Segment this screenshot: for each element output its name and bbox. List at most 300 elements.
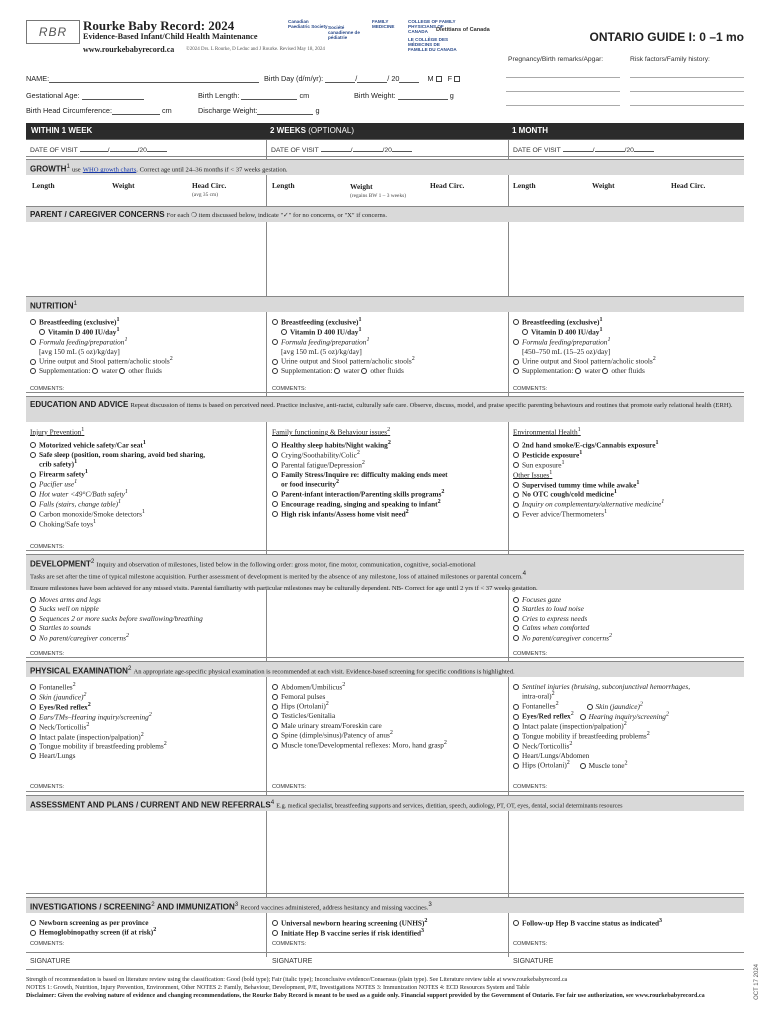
signature-m1[interactable]: SIGNATURE (513, 958, 554, 965)
exam-label: Skin (jaundice) (595, 701, 640, 711)
checkbox-circle[interactable] (272, 501, 278, 507)
checkbox-circle[interactable] (334, 368, 340, 374)
education-desc: Repeat discussion of items is based on perceived need. Practice inclusive, anti-racist, culturally safe care. Observe, discuss, model, and praise specific parenting behaviours and routines that promote early relational health (ERH). (130, 402, 733, 409)
checkbox-circle[interactable] (39, 329, 45, 335)
checkbox-circle[interactable] (602, 368, 608, 374)
birth-weight-field[interactable] (354, 91, 454, 100)
milestone-item[interactable] (513, 604, 612, 613)
nutrition-item[interactable]: Breastfeeding (exclusive)$^1$ (272, 317, 415, 327)
checkbox-circle[interactable] (272, 684, 278, 690)
exam-item[interactable]: Spine (dimple/sinus)/Patency of anus$^2$ (272, 730, 447, 740)
checkbox-circle[interactable] (513, 452, 519, 458)
checkbox-circle[interactable] (513, 625, 519, 631)
education-item[interactable]: Pacifier use$^1$ (30, 479, 205, 489)
education-w2 (272, 427, 448, 519)
comments-label: COMMENTS: (30, 544, 65, 550)
visit-date-month[interactable] (107, 145, 138, 154)
visit-date-month[interactable] (592, 145, 625, 154)
nutrition-w2 (272, 317, 415, 376)
investigation-item[interactable]: Follow-up Hep B vaccine status as indicated$^3$ (513, 918, 662, 928)
nutrition-item[interactable]: Formula feeding/preparation$^1$ (272, 337, 415, 347)
comments-label: COMMENTS: (513, 784, 548, 790)
form-subtitle: Evidence-Based Infant/Child Health Maintenance (83, 32, 258, 41)
nutrition-item[interactable]: Breastfeeding (exclusive)$^1$ (513, 317, 656, 327)
milestone-item[interactable]: No parent/caregiver concerns$^2$ (513, 633, 612, 643)
exam-item[interactable]: Intact palate (inspection/palpation)$^2$ (30, 732, 167, 742)
visit-date-sep: / (592, 147, 595, 154)
investigation-item[interactable] (30, 918, 156, 927)
exam-item[interactable]: Muscle tone/Developmental reflexes: Moro, hand grasp$^2$ (272, 740, 447, 750)
checkbox-circle[interactable] (272, 319, 278, 325)
sex-f-checkbox[interactable] (454, 76, 460, 82)
checkbox-circle[interactable] (30, 501, 36, 507)
visit-date-day[interactable] (563, 145, 593, 152)
nutrition-item[interactable]: Urine output and Stool pattern/acholic stools$^2$ (272, 356, 415, 366)
checkbox-circle[interactable] (272, 930, 278, 936)
checkbox-circle[interactable] (30, 920, 36, 926)
name-field[interactable] (26, 74, 259, 83)
checkbox-circle[interactable] (30, 684, 36, 690)
checkbox-circle[interactable] (30, 319, 36, 325)
checkbox-circle[interactable] (30, 521, 36, 527)
birthday-day[interactable] (325, 74, 358, 83)
checkbox-circle[interactable] (30, 339, 36, 345)
assessment-section-header (26, 795, 744, 811)
checkbox-circle[interactable] (361, 368, 367, 374)
who-growth-charts-link[interactable]: WHO growth charts (82, 166, 137, 174)
education-item[interactable]: Choking/Safe toys$^1$ (30, 519, 205, 529)
visit-date-year[interactable] (392, 145, 412, 152)
supplementation-label: Supplementation: (39, 366, 91, 376)
nutrition-item[interactable] (513, 366, 656, 375)
visit-date-day[interactable] (321, 145, 351, 152)
checkbox-circle[interactable] (513, 635, 519, 641)
investigation-label: Hemoglobinopathy screen (if at risk) (39, 927, 154, 937)
checkbox-circle[interactable] (30, 491, 36, 497)
footer-disclaimer: Disclaimer: Given the evolving nature of evidence and changing recommendations, the Rourke Baby Record is meant to be used as a guide only. Financial support provided by the Government of Ontario. For fair use authorization, see www.rourkebabyrecord.ca (26, 993, 705, 1000)
exam-label: Neck/Torticollis (39, 722, 87, 732)
head-circ-label-m1: Head Circ. (671, 181, 706, 190)
checkbox-circle[interactable] (30, 472, 36, 478)
exam-item[interactable] (272, 721, 447, 730)
checkbox-circle[interactable] (513, 442, 519, 448)
checkbox-circle[interactable] (272, 723, 278, 729)
development-desc-3: Ensure milestones have been achieved for any missed visits. Parental familiarity with particular milestones may be culturally dependent. NB- Correct for age until 2 yrs if < 37 weeks gestation. (30, 584, 538, 592)
sex-m-label: M (427, 74, 434, 83)
pregnancy-line[interactable] (506, 91, 620, 92)
nutrition-item[interactable]: Urine output and Stool pattern/acholic stools$^2$ (513, 356, 656, 366)
checkbox-circle[interactable] (272, 462, 278, 468)
checkbox-circle[interactable] (513, 743, 519, 749)
education-item[interactable]: Inquiry on complementary/alternative medicine$^1$ (513, 499, 664, 509)
birthday-year[interactable] (399, 75, 419, 83)
exam-label: Eyes/Red reflex (39, 702, 88, 712)
col-within-1-week: WITHIN 1 WEEK (31, 126, 93, 135)
development-desc-1: Inquiry and observation of milestones, listed below in the following order: gross motor, fine motor, communication, cognitive, social-emotional (96, 561, 476, 569)
education-item[interactable]: Encourage reading, singing and speaking to infant$^2$ (272, 499, 448, 509)
exam-label: Hips (Ortolani) (522, 760, 567, 770)
education-item-label: 2nd hand smoke/E-cigs/Cannabis exposure (522, 440, 656, 450)
exam-item[interactable]: Neck/Torticollis$^2$ (30, 722, 167, 732)
checkbox-circle[interactable] (30, 482, 36, 488)
checkbox-circle[interactable] (272, 694, 278, 700)
nutrition-item[interactable]: Urine output and Stool pattern/acholic stools$^2$ (30, 356, 173, 366)
supplementation-label: Supplementation: (522, 366, 574, 376)
exam-item[interactable] (272, 692, 447, 701)
nutrition-amount: [avg 150 mL (5 oz)/kg/day] (39, 346, 120, 356)
visit-date-day[interactable] (80, 145, 108, 152)
birth-length-line[interactable] (241, 92, 297, 100)
checkbox-circle[interactable] (272, 442, 278, 448)
checkbox-circle[interactable] (272, 733, 278, 739)
education-item[interactable]: Hot water <49°C/Bath safety$^1$ (30, 489, 205, 499)
signature-w1[interactable]: SIGNATURE (30, 958, 71, 965)
name-label: NAME: (26, 74, 50, 83)
checkbox-circle[interactable] (272, 339, 278, 345)
visit-date-year[interactable] (634, 145, 654, 152)
physical-w1 (30, 682, 167, 761)
checkbox-circle[interactable] (30, 625, 36, 631)
milestone-label: No parent/caregiver concerns (522, 633, 609, 643)
exam-item[interactable]: Intact palate (inspection/palpation)$^2$ (513, 721, 690, 731)
checkbox-circle[interactable] (30, 616, 36, 622)
risk-line[interactable] (630, 105, 744, 106)
exam-label: Heart/Lungs/Abdomen (522, 750, 590, 760)
checkbox-circle[interactable] (281, 329, 287, 335)
water-label: water (101, 366, 118, 376)
milestone-label: Sequences 2 or more sucks before swallowing/breathing (39, 613, 203, 623)
education-item[interactable]: Parental fatigue/Depression$^2$ (272, 460, 448, 470)
checkbox-circle[interactable] (272, 472, 278, 478)
exam-label: Ears/TMs–Hearing inquiry/screening (39, 712, 149, 722)
checkbox-circle[interactable] (272, 511, 278, 517)
education-item[interactable] (30, 450, 205, 459)
birth-length-field[interactable] (198, 91, 309, 100)
milestone-item[interactable] (30, 604, 203, 613)
exam-label: Muscle tone (588, 760, 625, 770)
nutrition-item-label: Vitamin D 400 IU/day (290, 327, 359, 337)
checkbox-circle[interactable] (513, 339, 519, 345)
checkbox-circle[interactable] (513, 512, 519, 518)
checkbox-circle[interactable] (513, 684, 519, 690)
education-item[interactable]: Healthy sleep habits/Night waking$^2$ (272, 440, 448, 450)
checkbox-circle[interactable] (272, 704, 278, 710)
heading-text: Injury Prevention (30, 427, 82, 437)
checkbox-circle[interactable] (580, 714, 586, 720)
education-item[interactable]: No OTC cough/cold medicine$^1$ (513, 489, 664, 499)
education-item[interactable]: Firearm safety$^1$ (30, 469, 205, 479)
col-2-weeks-optional: (OPTIONAL) (308, 126, 355, 135)
other-fluids-label: other fluids (128, 366, 162, 376)
checkbox-circle[interactable] (522, 329, 528, 335)
checkbox-circle[interactable] (513, 606, 519, 612)
checkbox-circle[interactable] (513, 714, 519, 720)
exam-item[interactable]: Abdomen/Umbilicus$^2$ (272, 682, 447, 692)
nutrition-item-label: Breastfeeding (exclusive) (39, 317, 117, 327)
birthday-year-label: / 20 (387, 74, 400, 83)
checkbox-circle[interactable] (513, 597, 519, 603)
birth-weight-unit: g (449, 91, 454, 100)
visit-date-w2[interactable] (271, 145, 412, 156)
fm-logo (372, 20, 402, 30)
dietitians-logo (436, 28, 500, 34)
milestone-item[interactable] (513, 623, 612, 632)
exam-item[interactable]: Neck/Torticollis$^2$ (513, 741, 690, 751)
discharge-weight-field[interactable] (198, 106, 320, 115)
cfpc-label-fr: LE COLLÈGE DES MÉDECINS DE FAMILLE DU CANADA (408, 37, 457, 52)
education-item-label: Parent-infant interaction/Parenting skills programs (281, 489, 442, 499)
website-link[interactable]: www.rourkebabyrecord.ca (83, 45, 175, 54)
checkbox-circle[interactable] (30, 930, 36, 936)
growth-desc: . Correct age until 24–36 months if < 37 weeks gestation. (136, 166, 288, 174)
investigation-item[interactable]: Hemoglobinopathy screen (if at risk)$^2$ (30, 927, 156, 937)
physical-title: PHYSICAL EXAMINATION (30, 666, 128, 676)
checkbox-circle[interactable] (513, 753, 519, 759)
investigations-header-text: INVESTIGATIONS / SCREENING$^2$ AND IMMUNIZATION$^3$ Record vaccines administered, address hesitancy and missing vaccines.$^3$ (30, 901, 432, 912)
gest-age-line[interactable] (82, 92, 144, 100)
discharge-weight-label: Discharge Weight: (198, 106, 258, 115)
checkbox-circle[interactable] (580, 763, 586, 769)
comments-label: COMMENTS: (513, 386, 548, 392)
col-1-month: 1 MONTH (512, 126, 548, 135)
education-m1 (513, 427, 664, 519)
head-circ-line[interactable] (112, 107, 160, 115)
head-circ-label: Birth Head Circumference: (26, 106, 112, 115)
nutrition-item-label: Formula feeding/preparation (39, 337, 125, 347)
checkbox-circle[interactable] (513, 492, 519, 498)
education-item[interactable]: Supervised tummy time while awake$^1$ (513, 480, 664, 490)
exam-item[interactable]: Tongue mobility if breastfeeding problems$^2$ (30, 741, 167, 751)
investigation-label: Initiate Hep B vaccine series if risk identified (281, 928, 422, 938)
education-item-label: Hot water <49°C/Bath safety (39, 489, 125, 499)
checkbox-circle[interactable] (513, 616, 519, 622)
pregnancy-line[interactable] (506, 105, 620, 106)
checkbox-circle[interactable] (30, 694, 36, 700)
exam-item[interactable]: Tongue mobility if breastfeeding problems$^2$ (513, 731, 690, 741)
visit-date-year[interactable] (147, 145, 167, 152)
checkbox-circle[interactable] (513, 704, 519, 710)
milestone-label: Sucks well on nipple (39, 604, 99, 614)
education-item[interactable]: Falls (stairs, change table)$^1$ (30, 499, 205, 509)
checkbox-circle[interactable] (30, 359, 36, 365)
risk-line[interactable] (630, 77, 744, 78)
checkbox-circle[interactable] (513, 482, 519, 488)
dietitians-label: Dietitians of Canada (436, 27, 490, 33)
nutrition-item[interactable]: Vitamin D 400 IU/day$^1$ (513, 327, 656, 337)
education-item[interactable]: Sun exposure$^1$ (513, 460, 664, 470)
history-box (506, 56, 744, 118)
education-section-header (26, 396, 744, 422)
education-item[interactable]: Crying/Soothability/Colic$^2$ (272, 450, 448, 460)
visit-date-month[interactable] (350, 145, 383, 154)
education-item-label: Family Stress/Inquire re: difficulty making ends meet (281, 469, 448, 479)
nutrition-item[interactable]: Formula feeding/preparation$^1$ (513, 337, 656, 347)
cps-logo-fr (328, 26, 364, 40)
comments-label: COMMENTS: (30, 651, 65, 657)
education-item[interactable]: Pesticide exposure$^1$ (513, 450, 664, 460)
nutrition-item[interactable] (30, 366, 173, 375)
checkbox-circle[interactable] (513, 502, 519, 508)
checkbox-circle[interactable] (30, 597, 36, 603)
investigation-item[interactable]: Initiate Hep B vaccine series if risk identified$^3$ (272, 928, 427, 938)
education-item-label: Pesticide exposure (522, 450, 580, 460)
milestone-label: Cries to express needs (522, 613, 588, 623)
education-item[interactable]: Carbon monoxide/Smoke detectors$^1$ (30, 509, 205, 519)
exam-item[interactable]: Eyes/Red reflex$^2$ Hearing inquiry/screening$^2$ (513, 711, 690, 721)
checkbox-circle[interactable] (30, 511, 36, 517)
exam-item[interactable] (513, 682, 690, 691)
checkbox-circle[interactable] (272, 452, 278, 458)
milestone-item[interactable] (30, 614, 203, 623)
education-item-label: No OTC cough/cold medicine (522, 489, 614, 499)
growth-use: use (71, 166, 81, 174)
checkbox-circle[interactable] (119, 368, 125, 374)
signature-divider (26, 952, 744, 953)
checkbox-circle[interactable] (575, 368, 581, 374)
injury-prevention-heading: Injury Prevention$^1$ (30, 427, 85, 437)
milestone-item[interactable] (513, 595, 612, 604)
visit-date-m1[interactable] (513, 145, 654, 156)
head-circ-field[interactable] (26, 106, 172, 115)
nutrition-item-label: Breastfeeding (exclusive) (522, 317, 600, 327)
row-divider (26, 550, 744, 551)
investigation-label: Universal newborn hearing screening (UNHS) (281, 918, 425, 928)
nutrition-item[interactable]: Vitamin D 400 IU/day$^1$ (30, 327, 173, 337)
checkbox-circle[interactable] (513, 734, 519, 740)
education-item[interactable]: Fever advice/Thermometers$^1$ (513, 509, 664, 519)
checkbox-circle[interactable] (513, 920, 519, 926)
checkbox-circle[interactable] (272, 368, 278, 374)
checkbox-circle[interactable] (30, 606, 36, 612)
birthday-month[interactable] (357, 75, 387, 83)
checkbox-circle[interactable] (30, 724, 36, 730)
nutrition-item[interactable] (272, 366, 415, 375)
checkbox-circle[interactable] (513, 368, 519, 374)
risk-line[interactable] (630, 91, 744, 92)
pregnancy-line[interactable] (506, 77, 620, 78)
checkbox-circle[interactable] (92, 368, 98, 374)
checkbox-circle[interactable] (30, 635, 36, 641)
exam-item[interactable]: Fontanelles$^2$ (30, 682, 167, 692)
education-item[interactable]: High risk infants/Assess home visit need$^2$ (272, 509, 448, 519)
nutrition-item[interactable]: Formula feeding/preparation$^1$ (30, 337, 173, 347)
signature-w2[interactable]: SIGNATURE (272, 958, 313, 965)
checkbox-circle[interactable] (272, 920, 278, 926)
education-item[interactable]: Motorized vehicle safety/Car seat$^1$ (30, 440, 205, 450)
growth-header-text (30, 163, 288, 175)
row-divider (26, 791, 744, 792)
checkbox-circle[interactable] (272, 713, 278, 719)
education-item[interactable]: Parent-infant interaction/Parenting skills programs$^2$ (272, 489, 448, 499)
milestone-item[interactable] (513, 614, 612, 623)
checkbox-circle[interactable] (513, 462, 519, 468)
birthday-field[interactable] (264, 74, 460, 83)
checkbox-circle[interactable] (30, 442, 36, 448)
exam-item[interactable]: Fontanelles$^2$ Skin (jaundice)$^2$ (513, 701, 690, 711)
checkbox-circle[interactable] (587, 704, 593, 710)
discharge-weight-line[interactable] (257, 107, 313, 115)
visit-date-w1[interactable] (30, 145, 167, 156)
checkbox-circle[interactable] (30, 368, 36, 374)
exam-item[interactable]: Hips (Ortolani)$^2$ (272, 701, 447, 711)
exam-item[interactable] (513, 751, 690, 760)
gest-age-field[interactable] (26, 91, 144, 100)
nutrition-item[interactable]: Vitamin D 400 IU/day$^1$ (272, 327, 415, 337)
nutrition-title: NUTRITION (30, 301, 74, 311)
sex-m-checkbox[interactable] (436, 76, 442, 82)
exam-label: Tongue mobility if breastfeeding problems (522, 731, 647, 741)
education-item-cont: or food insecurity$^2$ (281, 479, 340, 489)
checkbox-circle[interactable] (513, 724, 519, 730)
comments-label: COMMENTS: (30, 386, 65, 392)
education-item-label: Safe sleep (position, room sharing, avoid bed sharing, (39, 449, 206, 459)
name-line[interactable] (49, 75, 259, 83)
checkbox-circle[interactable] (30, 452, 36, 458)
physical-w2 (272, 682, 447, 750)
investigation-item[interactable]: Universal newborn hearing screening (UNHS)$^2$ (272, 918, 427, 928)
development-header-text: DEVELOPMENT$^2$ Inquiry and observation of milestones, listed below in the following order: gross motor, fine motor, communication, cognitive, social-emotional Tasks are set after the time of typical milestone acquisition. Further assessment of development is merited by the absence of any milestone, loss of attained milestones or parental concern.$^4$ Ensure milestones have been achieved for any missed visits. Parental familiarity with particular milestones may be culturally dependent. NB- Correct for age until 2 yrs if < 37 weeks gestation. (30, 558, 538, 592)
nutrition-m1 (513, 317, 656, 376)
exam-item[interactable] (272, 711, 447, 720)
investigations-title: INVESTIGATIONS / SCREENING (30, 902, 152, 912)
checkbox-circle[interactable] (513, 319, 519, 325)
exam-item[interactable]: Skin (jaundice)$^2$ (30, 692, 167, 702)
birth-weight-line[interactable] (398, 92, 448, 100)
exam-item[interactable] (30, 751, 167, 760)
milestone-item[interactable] (30, 595, 203, 604)
length-label-w1: Length (32, 181, 55, 190)
milestone-item[interactable]: No parent/caregiver concerns$^2$ (30, 633, 203, 643)
cfpc-label-en: COLLEGE OF FAMILY PHYSICIANS OF CANADA (408, 19, 456, 34)
exam-label: Hips (Ortolani) (281, 701, 326, 711)
checkbox-circle[interactable] (513, 359, 519, 365)
checkbox-circle[interactable] (513, 763, 519, 769)
exam-label: Intact palate (inspection/palpation) (522, 721, 624, 731)
exam-label: Fontanelles (522, 701, 556, 711)
checkbox-circle[interactable] (30, 704, 36, 710)
footer-strength: Strength of recommendation is based on literature review using the classification: Good (bold type); Fair (italic type); Inconclusive evidence/Consensus (plain type). See Literature review table at www.rourkebabyrecord.ca (26, 977, 568, 983)
checkbox-circle[interactable] (30, 744, 36, 750)
exam-label: Femoral pulses (281, 691, 326, 701)
exam-item[interactable]: Ears/TMs–Hearing inquiry/screening$^2$ (30, 712, 167, 722)
education-item[interactable] (272, 470, 448, 479)
education-item[interactable]: 2nd hand smoke/E-cigs/Cannabis exposure$^1$ (513, 440, 664, 450)
investigations-section-header (26, 897, 744, 913)
education-item-label: Inquiry on complementary/alternative medicine (522, 499, 662, 509)
checkbox-circle[interactable] (272, 359, 278, 365)
investigation-label: Follow-up Hep B vaccine status as indicated (522, 918, 660, 928)
exam-item[interactable]: Hips (Ortolani)$^2$ Muscle tone$^2$ (513, 760, 690, 770)
nutrition-header-text (30, 300, 77, 312)
milestone-item[interactable] (30, 623, 203, 632)
checkbox-circle[interactable] (272, 491, 278, 497)
checkbox-circle[interactable] (30, 734, 36, 740)
education-item-label: Choking/Safe toys (39, 519, 94, 529)
checkbox-circle[interactable] (272, 743, 278, 749)
development-m1 (513, 595, 612, 643)
exam-label: Testicles/Genitalia (281, 711, 336, 721)
milestone-label: Startles to loud noise (522, 604, 584, 614)
birthday-label: Birth Day (d/m/yr): (264, 74, 324, 83)
exam-item[interactable]: Eyes/Red reflex$^2$ (30, 702, 167, 712)
guide-title: ONTARIO GUIDE I: 0 –1 mo (589, 30, 744, 44)
nutrition-item-label: Formula feeding/preparation (281, 337, 367, 347)
checkbox-circle[interactable] (30, 714, 36, 720)
checkbox-circle[interactable] (30, 753, 36, 759)
row-divider (26, 657, 744, 658)
comments-label: COMMENTS: (272, 386, 307, 392)
nutrition-item[interactable]: Breastfeeding (exclusive)$^1$ (30, 317, 173, 327)
